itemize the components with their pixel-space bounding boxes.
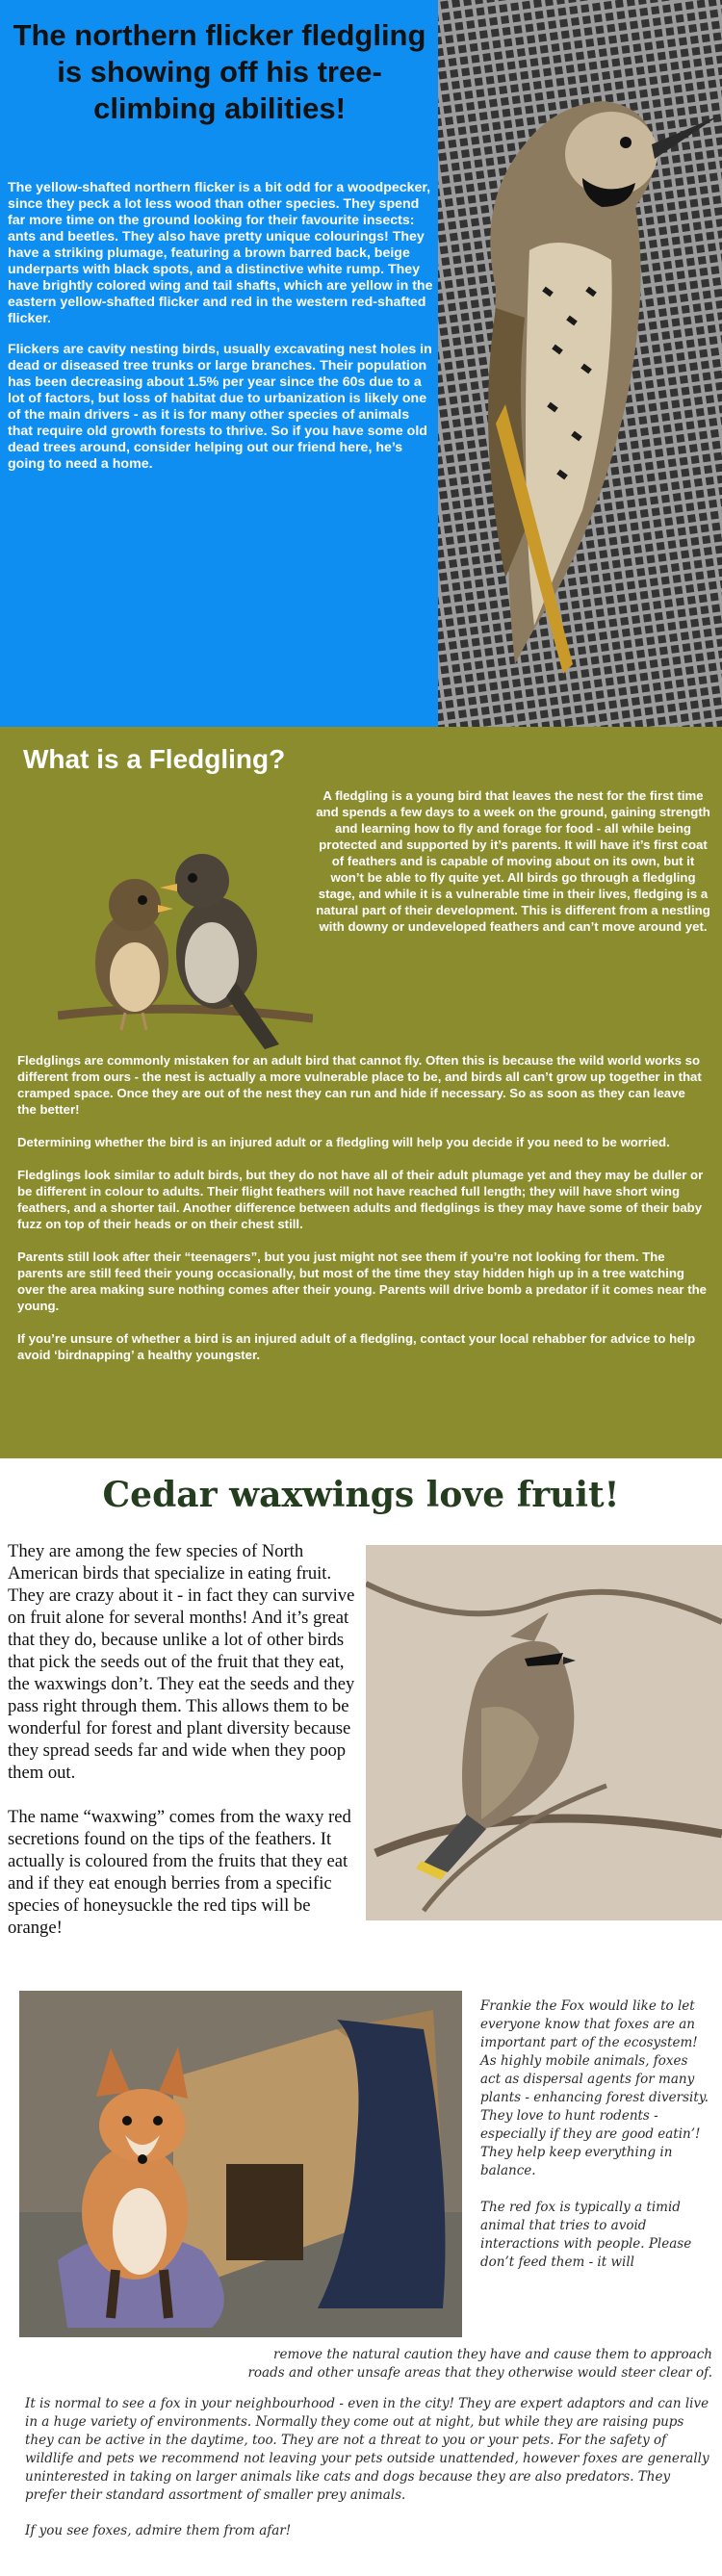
flicker-paragraph: Flickers are cavity nesting birds, usually excavating nest holes in dead or diseased tree trunks or large branches. Their population has been decreasing about 1.5% per year since the 60s due to a lot of factors, but loss of habitat due to urbanization is likely one of the main drivers - as it is for many other species of animals that require old growth forests to thrive. So if you have some old dead trees around, consider helping out our friend here, he’s going to need a home. — [8, 342, 432, 472]
fledgling-section — [0, 727, 722, 1458]
flicker-paragraph: The yellow-shafted northern flicker is a bit odd for a woodpecker, since they peck a lot less wood than other species. They spend far more time on the ground looking for their favourite insects: ants and beetles. They also have pretty unique colourings! They have a striking plumage, featuring a brown barred back, beige underparts with black spots, and a distinctive white rump. They have brightly colored wing and tail shafts, which are yellow in the eastern yellow-shafted flicker and red in the western red-shafted flicker. — [8, 180, 433, 326]
fox-closing-line: If you see foxes, admire them from afar! — [25, 2523, 292, 2538]
fledgling-paragraph: If you’re unsure of whether a bird is an injured adult of a fledgling, contact your local rehabber for advice to help avoid ‘birdnapping’ a healthy youngster. — [17, 1331, 696, 1362]
fledgling-bird-right — [160, 854, 279, 1049]
fledgling-body — [17, 1052, 707, 1379]
fox-paragraph: It is normal to see a fox in your neighbourhood - even in the city! They are expert adaptors and can live in a huge variety of environments. Normally they come out at night, but while they are raising pups they can be active in the daytime, too. They are not a threat to you or your pets. For the safety of wildlife and pets we recommend not leaving your pets outside unattended, however foxes are generally uninterested in taking on larger animals like cats and dogs because they are also predators. They prefer their standard assortment of smaller prey animals. — [25, 2396, 709, 2503]
waxwing-photo — [366, 1545, 722, 1920]
fox-paragraph: Frankie the Fox would like to let everyone know that foxes are an important part of the ecosystem! As highly mobile animals, foxes act as dispersal agents for many plants - enhancing forest diversity. They love to hunt rodents - especially if they are good eatin’! They help keep everything in balance. — [480, 1998, 709, 2178]
flicker-title: The northern flicker fledgling is showing off his tree-climbing abilities! — [13, 18, 426, 125]
fledgling-paragraph: Fledglings look similar to adult birds, but they do not have all of their adult plumage yet and they may be duller or be different in colour to adults. Their flight feathers will not have reached full length; they will have short wing feathers, and a shorter tail. Another difference between adults and fledglings is they may have some of their baby fuzz on top of their heads or on their chest still. — [17, 1168, 704, 1231]
flicker-body — [8, 180, 433, 487]
fox-paragraph: The red fox is typically a timid animal that tries to avoid interactions with people. Please don’t feed them - it will — [480, 2200, 692, 2270]
fledgling-paragraph: Determining whether the bird is an injured adult or a fledgling will help you decide if you need to be worried. — [17, 1135, 670, 1149]
fledgling-title: What is a Fledgling? — [23, 744, 286, 774]
fox-continuation: remove the natural caution they have and cause them to approach roads and other unsafe areas that they otherwise would steer clear of. — [247, 2347, 712, 2381]
fledgling-paragraph: Fledglings are commonly mistaken for an adult bird that cannot fly. Often this is because the wild world works so different from ours - the nest is actually a more vulnerable place to be, and birds all can’t grow up together in that cramped space. Once they are out of the nest they can run and hide if necessary. So as soon as they can leave the better! — [17, 1053, 702, 1117]
fox-photo — [19, 1991, 462, 2337]
waxwing-title: Cedar waxwings love fruit! — [102, 1475, 620, 1515]
waxwing-body — [8, 1540, 366, 1961]
flicker-photo — [438, 0, 722, 727]
waxwing-paragraph: The name “waxwing” comes from the waxy red secretions found on the tips of the feathers. It actually is coloured from the fruits that they eat and if they eat enough berries from a specific species of honeysuckle the red tips will be orange! — [8, 1807, 351, 1938]
fledgling-paragraph: Parents still look after their “teenagers”, but you just might not see them if you’re not looking for them. The parents are still feed their young occasionally, but most of the time they stay hidden high up in a tree watching over the area making sure nothing comes after their young. Parents will drive bomb a predator if it comes near the young. — [17, 1249, 707, 1313]
flicker-section — [0, 0, 722, 727]
waxwing-paragraph: They are among the few species of North American birds that specialize in eating fruit. They are crazy about it - in fact they can survive on fruit alone for several months! And it’s great that they do, because unlike a lot of other birds that pick the seeds out of the fruit that they eat, the waxwings don’t. They eat the seeds and they pass right through them. This allows them to be wonderful for forest and plant diversity because they spread seeds far and wide when they poop them out. — [8, 1541, 355, 1783]
fledgling-intro: A fledgling is a young bird that leaves the nest for the first time and spends a few days to a week on the ground, gaining strength and learning how to fly and forage for food - all while being protected and supported by it’s parents. It will have it’s first coat of feathers and is capable of moving about on its own, but it won’t be able to fly quite yet. All birds go through a fledgling stage, and while it is a vulnerable time in their lives, fledging is a natural part of their development. This is different from a nestling with downy or undeveloped feathers and can’t move around yet. — [316, 788, 710, 934]
fox-side-text — [480, 1997, 711, 2290]
fox-bottom-text — [25, 2395, 712, 2558]
